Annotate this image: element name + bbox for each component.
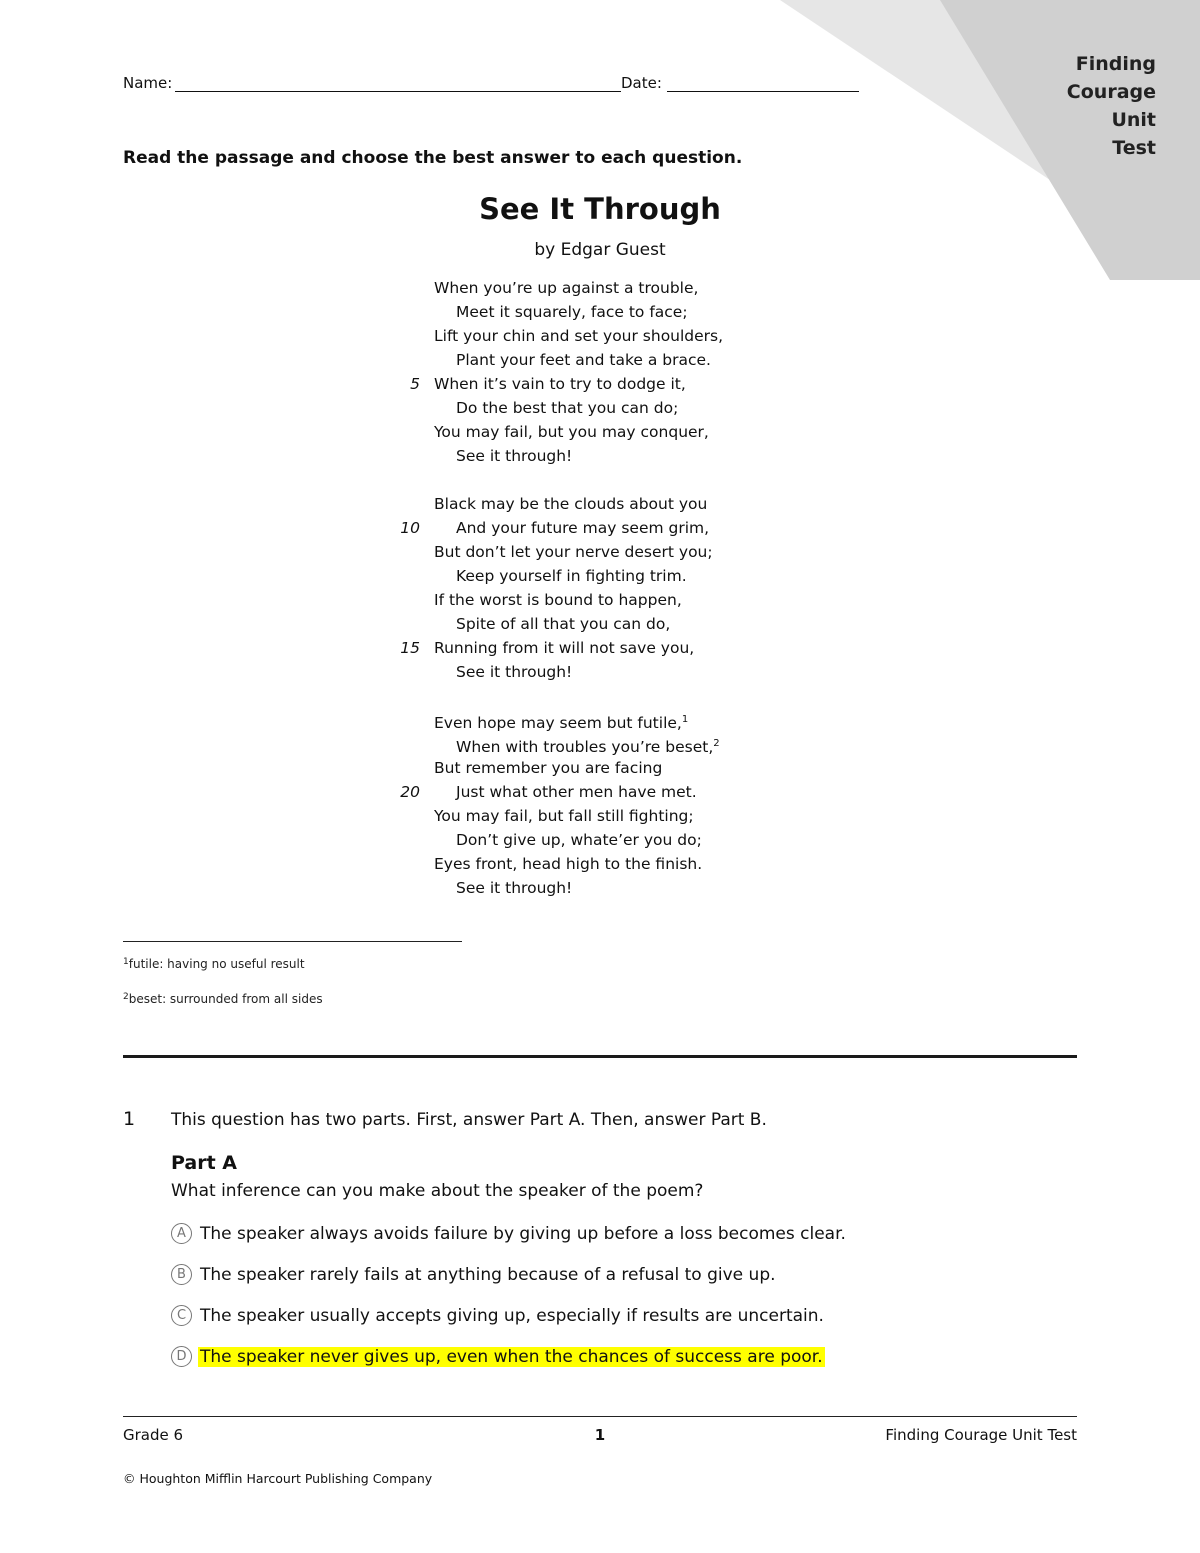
footer-rule	[123, 1416, 1077, 1417]
poem-line: You may fail, but you may conquer,	[434, 423, 709, 441]
footnote-mark: 1	[123, 957, 129, 967]
section-divider	[123, 1055, 1077, 1058]
poem-line: But remember you are facing	[434, 759, 663, 777]
date-label: Date:	[621, 74, 662, 92]
question-text: This question has two parts. First, answer Part A. Then, answer Part B.	[171, 1110, 767, 1130]
copyright: © Houghton Mifflin Harcourt Publishing Company	[123, 1471, 433, 1486]
poem-line: When it’s vain to try to dodge it,	[434, 375, 686, 393]
poem-line: When you’re up against a trouble,	[434, 279, 699, 297]
poem-line: See it through!	[456, 879, 573, 897]
name-label: Name:	[123, 74, 173, 92]
poem-line: Meet it squarely, face to face;	[456, 303, 688, 321]
footnote-text: futile: having no useful result	[128, 957, 305, 971]
line-number: 15	[400, 639, 420, 657]
line-number: 5	[410, 375, 420, 393]
option-text: The speaker usually accepts giving up, especially if results are uncertain.	[200, 1306, 824, 1326]
footer-grade: Grade 6	[123, 1426, 184, 1444]
footnote-2	[123, 992, 323, 1006]
poem-line: Spite of all that you can do,	[456, 615, 671, 633]
name-field[interactable]	[175, 91, 621, 92]
name-date-row	[123, 72, 859, 94]
poem-line: See it through!	[456, 447, 573, 465]
poem-line: You may fail, but fall still fighting;	[434, 807, 694, 825]
poem-line: When with troubles you’re beset,	[456, 738, 714, 756]
badge-line: Finding	[1075, 53, 1156, 75]
poem-line: Lift your chin and set your shoulders,	[434, 327, 724, 345]
question-number: 1	[123, 1108, 136, 1130]
poem-line-with-note	[456, 732, 720, 756]
footnote-text: beset: surrounded from all sides	[128, 992, 323, 1006]
footnote-ref: 2	[713, 738, 720, 749]
poem-line: Black may be the clouds about you	[434, 495, 708, 513]
footnote-ref: 1	[681, 714, 689, 725]
poem-line: See it through!	[456, 663, 573, 681]
line-number: 10	[400, 519, 420, 537]
poem-line: If the worst is bound to happen,	[434, 591, 682, 609]
poem-line: Just what other men have met.	[456, 783, 697, 801]
poem-line: Do the best that you can do;	[456, 399, 679, 417]
page-number: 1	[594, 1426, 606, 1444]
question-prompt: What inference can you make about the speaker of the poem?	[171, 1181, 704, 1201]
line-number: 20	[400, 783, 420, 801]
option-letter-d[interactable]: D	[171, 1346, 192, 1367]
footer-title: Finding Courage Unit Test	[885, 1426, 1077, 1444]
poem-line-with-note	[434, 708, 688, 732]
footnote-1	[123, 957, 305, 971]
option-letter-a[interactable]: A	[171, 1223, 192, 1244]
poem-line: But don’t let your nerve desert you;	[434, 543, 713, 561]
poem-line: Plant your feet and take a brace.	[456, 351, 711, 369]
badge-line: Courage	[1066, 81, 1156, 103]
poem-title: See It Through	[479, 192, 721, 226]
option-text: The speaker rarely fails at anything because of a refusal to give up.	[200, 1265, 776, 1285]
poem-line: And your future may seem grim,	[456, 519, 710, 537]
part-a-label: Part A	[171, 1152, 238, 1174]
poem-line: Don’t give up, whate’er you do;	[456, 831, 702, 849]
poem-line: Keep yourself in fighting trim.	[456, 567, 687, 585]
badge-line: Unit Test	[1111, 109, 1156, 159]
date-field[interactable]	[667, 91, 859, 92]
option-letter-b[interactable]: B	[171, 1264, 192, 1285]
poem-line: Running from it will not save you,	[434, 639, 695, 657]
option-text-highlighted: The speaker never gives up, even when the chances of success are poor.	[200, 1347, 823, 1367]
option-letter-c[interactable]: C	[171, 1305, 192, 1326]
poem-line: Even hope may seem but futile,	[434, 714, 682, 732]
footnote-mark: 2	[123, 992, 129, 1002]
poem-line: Eyes front, head high to the finish.	[434, 855, 703, 873]
instructions: Read the passage and choose the best answer to each question.	[123, 148, 743, 168]
footnote-rule	[123, 941, 462, 942]
poem-author: by Edgar Guest	[534, 240, 666, 260]
unit-test-badge	[1066, 50, 1156, 162]
option-text: The speaker always avoids failure by giving up before a loss becomes clear.	[200, 1224, 846, 1244]
